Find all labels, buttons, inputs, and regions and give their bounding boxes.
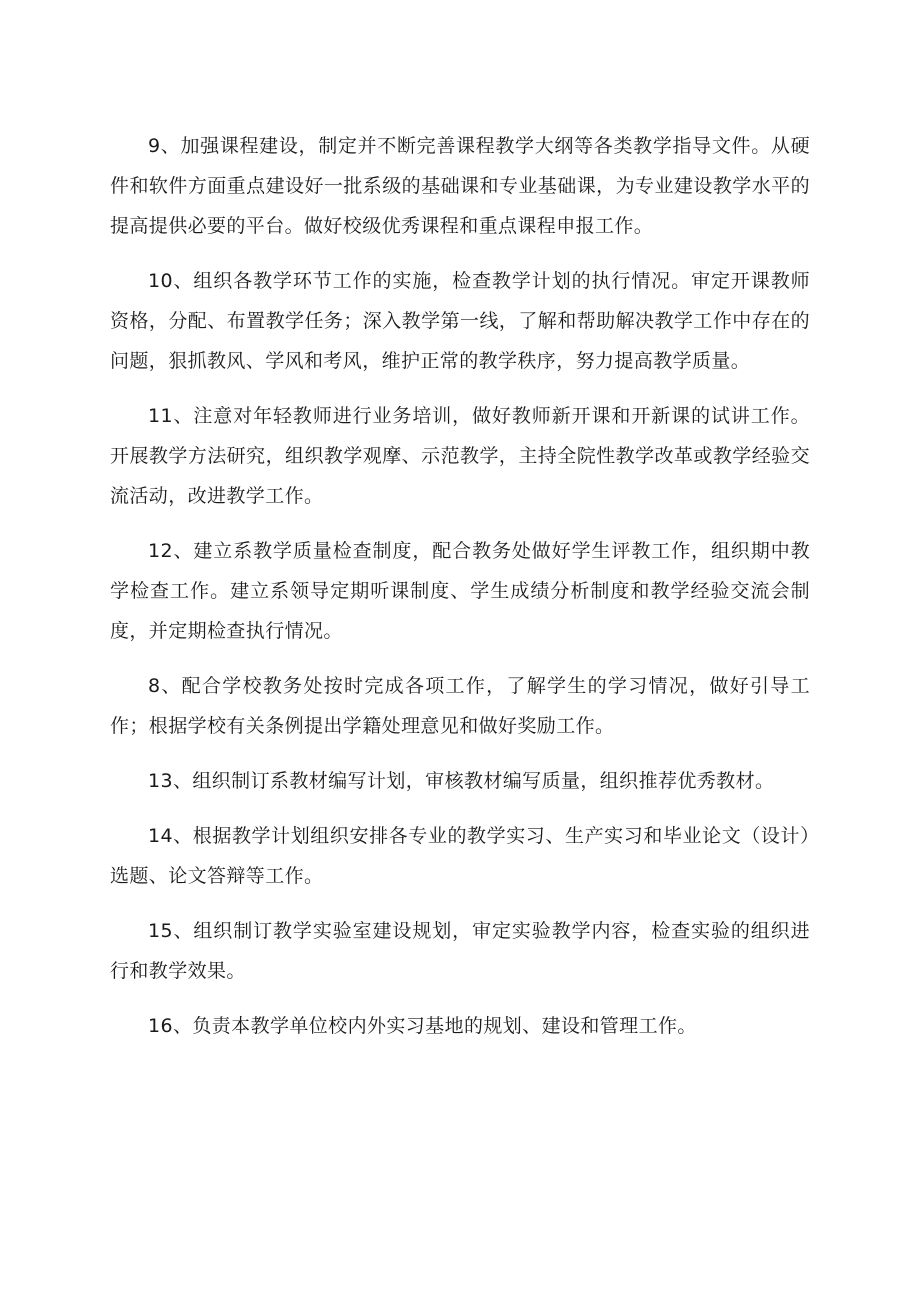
paragraph-item-9: 9、加强课程建设，制定并不断完善课程教学大纲等各类教学指导文件。从硬件和软件方面重点建设好一批系级的基础课和专业基础课，为专业建设教学水平的提高提供必要的平台。做好校级优秀课程和重点课程申报工作。 [110, 135, 810, 237]
paragraph-item-11: 11、注意对年轻教师进行业务培训，做好教师新开课和开新课的试讲工作。开展教学方法研究，组织教学观摩、示范教学，主持全院性教学改革或教学经验交流活动，改进教学工作。 [110, 405, 810, 507]
paragraph-item-14: 14、根据教学计划组织安排各专业的教学实习、生产实习和毕业论文（设计）选题、论文答辩等工作。 [110, 825, 810, 887]
paragraph-item-12: 12、建立系教学质量检查制度，配合教务处做好学生评教工作，组织期中教学检查工作。建立系领导定期听课制度、学生成绩分析制度和教学经验交流会制度，并定期检查执行情况。 [110, 540, 810, 642]
paragraph-item-15: 15、组织制订教学实验室建设规划，审定实验教学内容，检查实验的组织进行和教学效果。 [110, 920, 810, 982]
document-body [110, 126, 810, 1061]
paragraph-item-13: 13、组织制订系教材编写计划，审核教材编写质量，组织推荐优秀教材。 [148, 770, 775, 792]
paragraph-item-10: 10、组织各教学环节工作的实施，检查教学计划的执行情况。审定开课教师资格，分配、布置教学任务；深入教学第一线，了解和帮助解决教学工作中存在的问题，狠抓教风、学风和考风，维护正常的教学秩序，努力提高教学质量。 [110, 270, 810, 372]
paragraph-item-8: 8、配合学校教务处按时完成各项工作，了解学生的学习情况，做好引导工作；根据学校有关条例提出学籍处理意见和做好奖励工作。 [110, 675, 810, 737]
paragraph-item-16: 16、负责本教学单位校内外实习基地的规划、建设和管理工作。 [148, 1015, 697, 1037]
